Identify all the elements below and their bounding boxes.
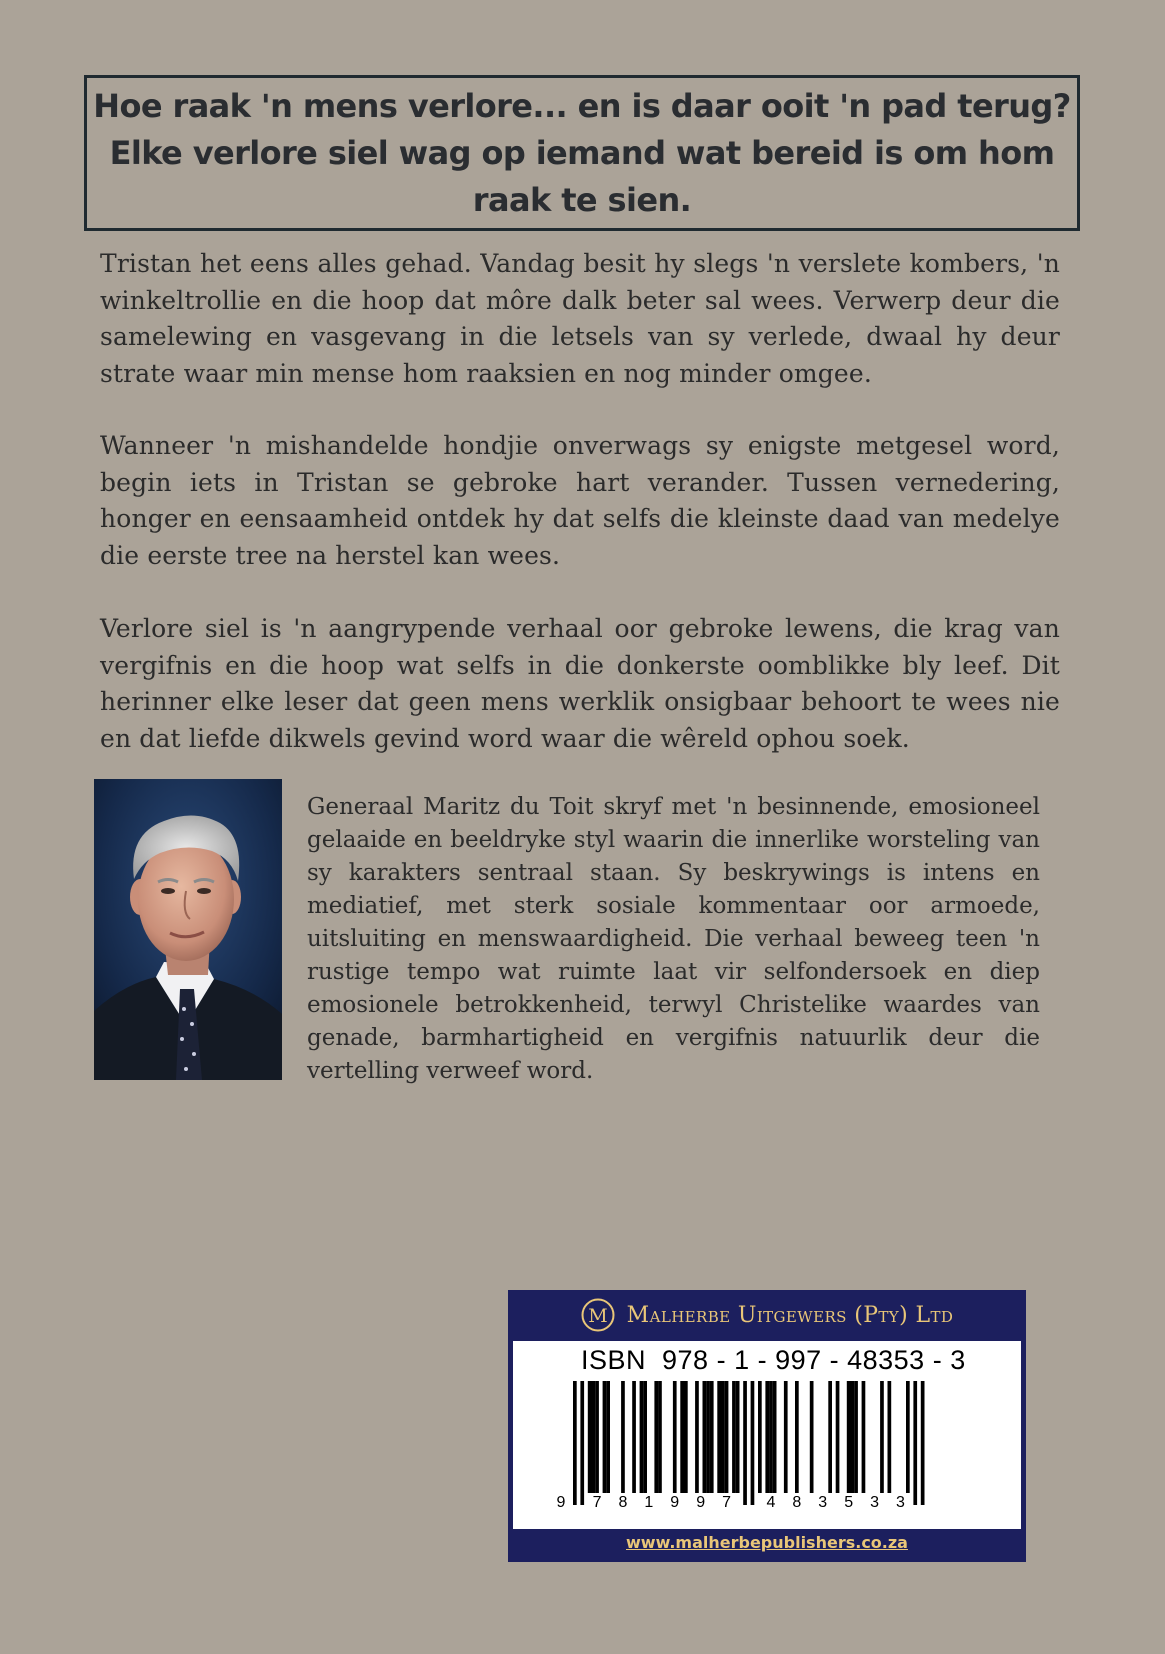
barcode-bar [588, 1381, 592, 1493]
barcode-bar [743, 1381, 747, 1505]
barcode-bar [847, 1381, 851, 1493]
barcode-digit: 7 [592, 1494, 602, 1511]
barcode-digit: 9 [696, 1494, 706, 1511]
barcode-bar [721, 1381, 725, 1493]
barcode-bar [595, 1381, 599, 1493]
publisher-logo-letter: M [587, 1305, 608, 1327]
publisher-header [508, 1290, 1026, 1340]
barcode-bar [736, 1381, 740, 1493]
publisher-name: Malherbe Uitgewers (Pty) Ltd [626, 1302, 954, 1328]
barcode-digit: 3 [870, 1494, 880, 1511]
barcode-bar [658, 1381, 662, 1493]
barcode-bar [684, 1381, 688, 1493]
barcode-digit: 4 [766, 1494, 776, 1511]
barcode-bar [654, 1381, 658, 1493]
barcode-bar [795, 1381, 799, 1493]
author-portrait-image [94, 779, 282, 1080]
barcode-bar [606, 1381, 610, 1493]
blurb-paragraph-3: Verlore siel is 'n aangrypende verhaal oor gebroke lewens, die krag van vergifnis en die hoop wat selfs in die donkerste oomblikke bly leef. Dit herinner elke leser dat geen mens werklik onsigbaar behoort te wees nie en dat liefde dikwels gevind word waar die wêreld ophou soek. [100, 614, 1060, 754]
barcode-digit: 5 [844, 1494, 854, 1511]
publisher-website-link[interactable]: www.malherbepublishers.co.za [626, 1533, 908, 1552]
barcode-bar [854, 1381, 858, 1493]
publisher-logo-icon [581, 1298, 615, 1332]
blurb-paragraph-1: Tristan het eens alles gehad. Vandag besit hy slegs 'n verslete kombers, 'n winkeltrollie en die hoop dat môre dalk beter sal wees. Verwerp deur die samelewing en vasgevang in die letsels van sy verlede, dwaal hy deur strate waar min mense hom raaksien en nog minder omgee. [100, 249, 1060, 389]
barcode-bar [828, 1381, 832, 1493]
isbn-label: ISBN 978 - 1 - 997 - 48353 - 3 [581, 1345, 966, 1375]
barcode-bar [784, 1381, 788, 1493]
barcode-bar [717, 1381, 721, 1493]
barcode-bar [836, 1381, 840, 1493]
barcode-bar [706, 1381, 710, 1493]
barcode-digit: 1 [644, 1494, 654, 1511]
barcode-bar [680, 1381, 684, 1493]
tagline-line-2: Elke verlore siel wag op iemand wat bereid is om hom [109, 133, 1055, 172]
barcode-bar [765, 1381, 769, 1493]
barcode-bar [695, 1381, 699, 1493]
barcode-bar [851, 1381, 855, 1493]
barcode-bar [643, 1381, 647, 1493]
tagline-box [84, 75, 1080, 231]
barcode-bar [603, 1381, 607, 1493]
barcode-bar [913, 1381, 917, 1505]
author-photo [94, 779, 282, 1080]
barcode-digit: 3 [895, 1494, 905, 1511]
tagline-line-1: Hoe raak 'n mens verlore... en is daar ooit 'n pad terug? [93, 86, 1071, 125]
barcode-bar [758, 1381, 762, 1493]
barcode-bar [888, 1381, 892, 1493]
publisher-block [508, 1290, 1026, 1562]
barcode-panel [513, 1341, 1021, 1529]
barcode-bar [769, 1381, 773, 1493]
barcode-bar [592, 1381, 596, 1493]
barcode-digit: 9 [556, 1494, 566, 1511]
barcode-bar [880, 1381, 884, 1493]
barcode-digit: 8 [618, 1494, 628, 1511]
barcode-bar [640, 1381, 644, 1493]
barcode-bar [773, 1381, 777, 1493]
barcode-digit: 3 [818, 1494, 828, 1511]
isbn-barcode [513, 1341, 1021, 1529]
barcode-bar [703, 1381, 707, 1493]
barcode-digit: 8 [792, 1494, 802, 1511]
barcode-digit: 9 [670, 1494, 680, 1511]
barcode-bar [906, 1381, 910, 1493]
barcode-bar [725, 1381, 729, 1493]
barcode-bar [862, 1381, 866, 1493]
barcode-bar [573, 1381, 577, 1505]
barcode-bar [732, 1381, 736, 1493]
blurb-paragraph-2: Wanneer 'n mishandelde hondjie onverwags sy enigste metgesel word, begin iets in Tristan se gebroke hart verander. Tussen vernedering, honger en eensaamheid ontdek hy dat selfs die kleinste daad van medelye die eerste tree na herstel kan wees. [100, 431, 1060, 571]
barcode-bar [580, 1381, 584, 1505]
author-bio: Generaal Maritz du Toit skryf met 'n besinnende, emosioneel gelaaide en beeldryke styl waarin die innerlike worsteling van sy karakters sentraal staan. Sy beskrywings is intens en mediatief, met sterk sosiale kommentaar oor armoede, uitsluiting en menswaardigheid. Die verhaal beweeg teen 'n rustige tempo wat ruimte laat vir selfondersoek en diep emosionele betrokkenheid, terwyl Christelike waardes van genade, barmhartigheid en vergifnis natuurlik deur die vertelling verweef word. [307, 794, 1040, 1084]
barcode-bar [810, 1381, 814, 1493]
barcode-bar [632, 1381, 636, 1493]
barcode-bar [710, 1381, 714, 1493]
barcode-bar [621, 1381, 625, 1493]
tagline-line-3: raak te sien. [472, 180, 692, 219]
barcode-bar [673, 1381, 677, 1493]
barcode-digit: 7 [722, 1494, 732, 1511]
barcode-bar [921, 1381, 925, 1505]
barcode-bar [751, 1381, 755, 1505]
